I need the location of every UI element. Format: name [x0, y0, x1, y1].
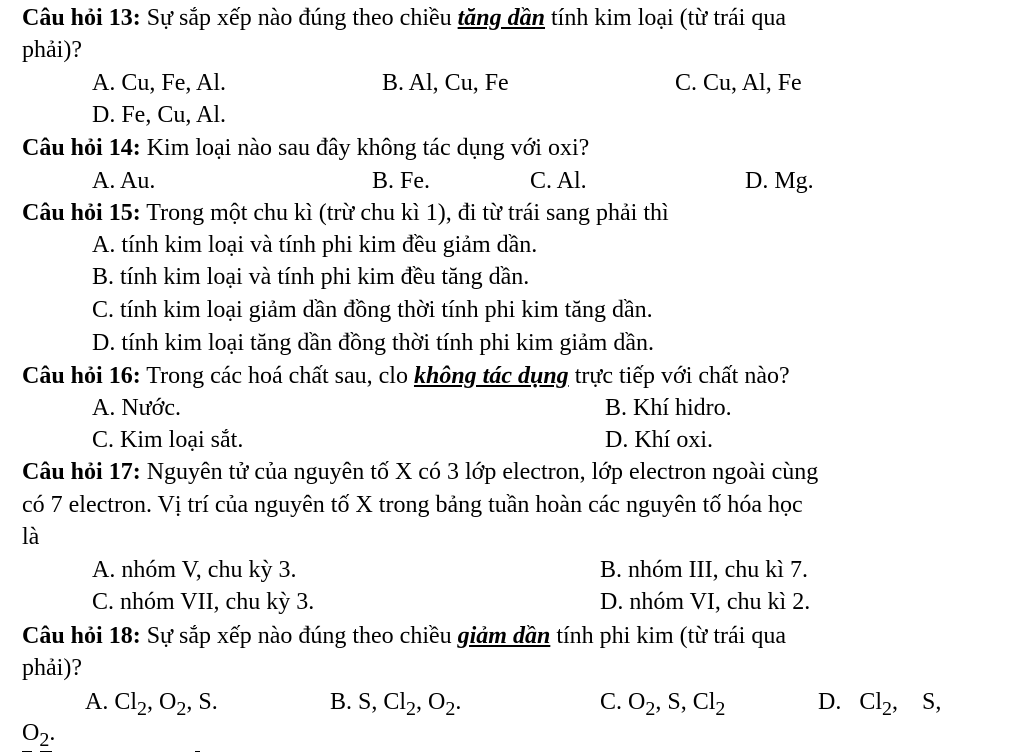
q18-option-c[interactable] [600, 686, 725, 725]
question-15 [22, 197, 669, 229]
question-17-line2: có 7 electron. Vị trí của nguyên tố X trong bảng tuần hoàn các nguyên tố hóa học [22, 492, 803, 518]
question-14 [22, 132, 589, 164]
q15-option-c[interactable]: C. tính kim loại giảm dần đồng thời tính phi kim tăng dần. [92, 297, 653, 323]
q16-option-a[interactable]: A. Nước. [92, 395, 182, 421]
q18-option-b-text: B. S, Cl [330, 689, 407, 715]
question-14-text: Kim loại nào sau đây không tác dụng với oxi? [140, 135, 590, 161]
subscript: 2 [39, 728, 50, 751]
q16-option-b[interactable]: B. Khí hidro. [605, 395, 732, 421]
question-16-text-after: trực tiếp với chất nào? [568, 363, 790, 389]
question-13-line2: phải)? [22, 37, 82, 63]
q14-option-d[interactable]: D. Mg. [745, 168, 814, 194]
question-16 [22, 360, 790, 392]
question-15-label: Câu hỏi 15: [22, 200, 141, 226]
q13-option-b[interactable]: B. Al, Cu, Fe [382, 70, 509, 96]
q18-option-c-mid: , S, Cl [655, 689, 716, 715]
q18-option-a-text: A. Cl [85, 689, 138, 715]
subscript: 2 [445, 697, 456, 720]
q18-option-d-text: D. Cl [818, 689, 883, 715]
q18-option-a-mid: , O [147, 689, 177, 715]
q17-option-c[interactable]: C. nhóm VII, chu kỳ 3. [92, 589, 315, 615]
q18-option-b-mid: , O [416, 689, 446, 715]
question-14-label: Câu hỏi 14: [22, 135, 141, 161]
question-15-text: Trong một chu kì (trừ chu kì 1), đi từ trái sang phải thì [140, 200, 669, 226]
q16-option-c[interactable]: C. Kim loại sắt. [92, 427, 244, 453]
question-18-text-before: Sự sắp xếp nào đúng theo chiều [140, 623, 458, 649]
q18-option-d-wrap-end: . [49, 720, 56, 746]
q18-option-d-wrap [22, 717, 55, 756]
q17-option-a[interactable]: A. nhóm V, chu kỳ 3. [92, 557, 297, 583]
q18-option-d[interactable] [818, 686, 941, 725]
subscript: 2 [715, 697, 726, 720]
q15-option-b[interactable]: B. tính kim loại và tính phi kim đều tăng dần. [92, 264, 530, 290]
q13-option-c[interactable]: C. Cu, Al, Fe [675, 70, 802, 96]
q17-option-d[interactable]: D. nhóm VI, chu kì 2. [600, 589, 811, 615]
q13-option-d[interactable]: D. Fe, Cu, Al. [92, 102, 227, 128]
cutoff-glyph [22, 751, 32, 752]
q16-option-d[interactable]: D. Khí oxi. [605, 427, 713, 453]
q18-option-a-end: , S. [186, 689, 218, 715]
question-13-emphasis: tăng dần [457, 5, 546, 31]
q14-option-c[interactable]: C. Al. [530, 168, 587, 194]
question-18-line2: phải)? [22, 655, 82, 681]
question-17-text: Nguyên tử của nguyên tố X có 3 lớp electron, lớp electron ngoài cùng [140, 459, 819, 485]
question-13-label: Câu hỏi 13: [22, 5, 141, 31]
question-13 [22, 2, 786, 34]
q18-option-c-text: C. O [600, 689, 646, 715]
q17-option-b[interactable]: B. nhóm III, chu kì 7. [600, 557, 808, 583]
q18-option-a[interactable] [85, 686, 218, 725]
q15-option-d[interactable]: D. tính kim loại tăng dần đồng thời tính phi kim giảm dần. [92, 330, 654, 356]
subscript: 2 [882, 697, 893, 720]
cutoff-glyph [40, 751, 52, 752]
subscript: 2 [176, 697, 187, 720]
cutoff-next-line [0, 751, 1024, 755]
question-17-label: Câu hỏi 17: [22, 459, 141, 485]
question-18-emphasis: giảm dần [457, 623, 551, 649]
subscript: 2 [645, 697, 656, 720]
question-18 [22, 620, 786, 652]
q18-option-d-mid: , S, [892, 689, 942, 715]
q15-option-a[interactable]: A. tính kim loại và tính phi kim đều giảm dần. [92, 232, 538, 258]
cutoff-glyph [195, 751, 200, 752]
question-13-text-before: Sự sắp xếp nào đúng theo chiều [140, 5, 458, 31]
question-13-text-after: tính kim loại (từ trái qua [545, 5, 786, 31]
subscript: 2 [406, 697, 417, 720]
q18-option-d-wrap-text: O [22, 720, 40, 746]
q13-option-a[interactable]: A. Cu, Fe, Al. [92, 70, 227, 96]
question-16-text-before: Trong các hoá chất sau, clo [140, 363, 414, 389]
question-16-label: Câu hỏi 16: [22, 363, 141, 389]
q14-option-b[interactable]: B. Fe. [372, 168, 431, 194]
question-18-label: Câu hỏi 18: [22, 623, 141, 649]
question-16-emphasis: không tác dụng [413, 363, 569, 389]
q18-option-b-end: . [455, 689, 462, 715]
subscript: 2 [137, 697, 148, 720]
q14-option-a[interactable]: A. Au. [92, 168, 156, 194]
question-17-line3: là [22, 524, 40, 550]
q18-option-b[interactable] [330, 686, 461, 725]
question-17 [22, 456, 818, 488]
question-18-text-after: tính phi kim (từ trái qua [550, 623, 786, 649]
